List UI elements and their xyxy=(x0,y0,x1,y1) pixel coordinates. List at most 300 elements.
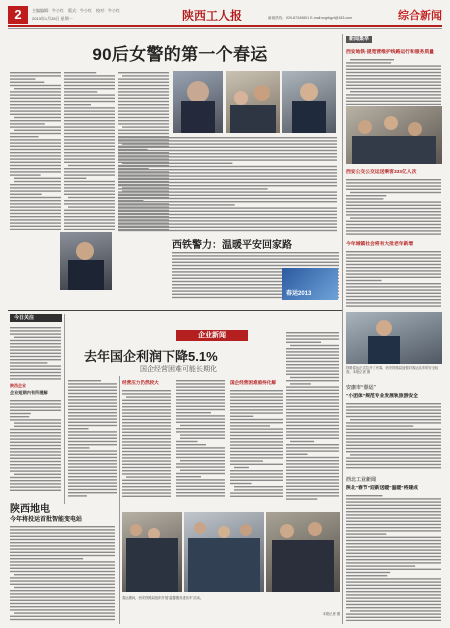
text-line xyxy=(118,227,337,228)
text-line xyxy=(230,403,283,404)
text-line xyxy=(346,224,441,225)
text-line xyxy=(180,460,225,461)
page-number: 2 xyxy=(8,6,28,24)
text-line xyxy=(346,302,441,303)
text-line xyxy=(122,460,171,461)
text-line xyxy=(10,340,61,341)
text-line xyxy=(68,390,117,391)
text-line xyxy=(68,489,117,490)
text-line xyxy=(118,153,337,154)
text-line xyxy=(230,435,283,436)
text-line xyxy=(118,230,337,231)
text-line xyxy=(346,214,441,215)
text-line xyxy=(68,482,117,483)
text-line xyxy=(286,479,339,480)
text-line xyxy=(122,409,171,410)
text-line xyxy=(230,390,283,391)
text-line xyxy=(64,149,115,150)
text-line xyxy=(176,444,206,445)
text-line xyxy=(176,422,225,423)
right-photo-caption: 铁路春运正式拉开了序幕，西安铁路局加强对客运站车的安全检查。本报记者 摄 xyxy=(346,366,439,375)
text-line xyxy=(10,187,61,188)
text-line xyxy=(346,559,441,560)
text-line xyxy=(118,91,169,92)
text-line xyxy=(10,483,61,484)
text-line xyxy=(64,219,115,220)
text-line xyxy=(346,613,441,614)
text-line xyxy=(346,451,441,452)
text-line xyxy=(122,489,171,490)
text-line xyxy=(10,464,61,465)
text-line xyxy=(286,431,339,432)
text-line xyxy=(230,448,283,449)
text-line xyxy=(286,422,339,423)
text-line xyxy=(64,187,115,188)
text-line xyxy=(64,139,115,140)
text-line xyxy=(118,110,169,111)
text-lines-mid xyxy=(118,135,338,233)
text-line xyxy=(286,358,339,359)
text-line xyxy=(64,117,115,118)
text-line xyxy=(346,441,441,442)
text-line xyxy=(64,91,97,92)
text-line xyxy=(118,169,337,170)
text-line xyxy=(346,514,441,515)
text-line xyxy=(176,473,225,474)
text-line xyxy=(10,416,29,417)
text-line xyxy=(64,88,115,89)
masthead: 陕西工人报 xyxy=(182,9,243,21)
text-line xyxy=(286,476,339,477)
text-line xyxy=(346,264,441,265)
text-line xyxy=(118,159,337,160)
text-line xyxy=(10,467,61,468)
text-line xyxy=(230,464,283,465)
text-line xyxy=(346,72,441,73)
text-line xyxy=(350,59,394,60)
text-line xyxy=(176,386,225,387)
text-line xyxy=(346,495,382,496)
text-line xyxy=(346,501,441,502)
text-line xyxy=(10,458,61,459)
text-line xyxy=(286,470,339,471)
text-line xyxy=(346,604,441,605)
text-line xyxy=(230,470,283,471)
text-line xyxy=(10,568,115,569)
text-line xyxy=(118,104,169,105)
text-line xyxy=(10,194,42,195)
text-line xyxy=(350,192,441,193)
text-line xyxy=(346,78,441,79)
text-line xyxy=(14,612,115,613)
text-line xyxy=(14,422,61,423)
text-line xyxy=(286,447,339,448)
text-line xyxy=(10,330,61,331)
text-line xyxy=(350,454,441,455)
text-line xyxy=(172,265,339,266)
text-line xyxy=(230,419,283,420)
text-line xyxy=(346,524,441,525)
text-line xyxy=(118,185,337,186)
lead-photo-1 xyxy=(173,71,223,133)
text-line xyxy=(10,571,115,572)
text-line xyxy=(230,428,283,429)
text-line xyxy=(68,444,117,445)
text-line xyxy=(10,333,61,334)
text-line xyxy=(176,463,225,464)
text-line xyxy=(346,406,441,407)
text-line xyxy=(346,575,387,576)
text-line xyxy=(180,425,225,426)
text-line xyxy=(286,473,339,474)
text-line xyxy=(10,346,61,347)
text-line xyxy=(10,174,41,175)
text-line xyxy=(10,564,115,565)
text-line xyxy=(10,365,61,366)
text-line xyxy=(122,441,171,442)
text-line xyxy=(64,200,115,201)
text-line xyxy=(68,479,117,480)
right-photo-2 xyxy=(346,312,442,364)
lead-photo-4 xyxy=(60,232,112,290)
text-line xyxy=(346,517,441,518)
left-text-2 xyxy=(10,398,62,493)
text-line xyxy=(14,178,61,179)
text-line xyxy=(68,425,117,426)
text-line xyxy=(346,588,441,589)
bottom-photo-3 xyxy=(266,512,340,592)
text-line xyxy=(122,492,171,493)
text-line xyxy=(230,406,283,407)
text-line xyxy=(350,91,441,92)
text-line xyxy=(346,97,441,98)
left-headline-big: 陕西地电 xyxy=(10,504,50,515)
text-line xyxy=(230,416,253,417)
text-line xyxy=(64,133,115,134)
text-line xyxy=(346,498,441,499)
text-line xyxy=(122,422,171,423)
text-line xyxy=(68,441,117,442)
text-line xyxy=(346,227,441,228)
text-line xyxy=(230,400,283,401)
text-line xyxy=(10,470,61,471)
text-line xyxy=(230,496,283,497)
text-line xyxy=(64,203,115,204)
text-line xyxy=(290,383,311,384)
text-line xyxy=(122,444,171,445)
text-line xyxy=(10,133,61,134)
right-head-5: “小团体”规范专业发展轨旅游安全 xyxy=(346,394,418,399)
text-line xyxy=(346,251,441,252)
text-line xyxy=(10,403,61,404)
text-line xyxy=(286,367,339,368)
text-line xyxy=(68,463,117,464)
text-line xyxy=(286,374,339,375)
text-line xyxy=(68,165,115,166)
lead-text-col-1 xyxy=(10,70,62,230)
lead-photo-2 xyxy=(226,71,280,133)
text-line xyxy=(176,393,225,394)
text-line xyxy=(286,364,339,365)
business-text-1 xyxy=(68,378,118,498)
chunyun-logo-photo xyxy=(282,268,338,300)
text-line xyxy=(10,91,61,92)
text-line xyxy=(10,606,115,607)
text-line xyxy=(10,619,115,620)
text-line xyxy=(64,142,115,143)
text-line xyxy=(126,476,171,477)
text-line xyxy=(122,75,169,76)
text-line xyxy=(350,217,441,218)
text-line xyxy=(10,552,115,553)
text-line xyxy=(10,561,115,562)
text-line xyxy=(286,393,339,394)
text-line xyxy=(346,530,441,531)
left-text-1 xyxy=(10,325,62,380)
text-line xyxy=(172,262,339,263)
text-line xyxy=(64,114,115,115)
bottom-photo-2 xyxy=(184,512,264,592)
text-line xyxy=(68,386,117,387)
text-line xyxy=(64,107,115,108)
text-line xyxy=(176,412,211,413)
text-line xyxy=(346,508,441,509)
text-line xyxy=(230,480,283,481)
left-text-3 xyxy=(10,524,116,622)
text-line xyxy=(14,88,61,89)
text-line xyxy=(10,413,31,414)
text-line xyxy=(64,158,115,159)
text-line xyxy=(118,175,337,176)
header-red-rule xyxy=(8,25,442,27)
text-line xyxy=(10,558,83,559)
text-line xyxy=(286,409,339,410)
business-banner: 企业新闻 xyxy=(176,330,248,341)
text-line xyxy=(118,114,169,115)
text-line xyxy=(10,146,61,147)
text-line xyxy=(234,467,249,468)
text-line xyxy=(176,409,225,410)
text-line xyxy=(230,441,283,442)
text-line xyxy=(64,123,115,124)
header-editor-line: 主编编辑：牛小红 版式：牛小红 校对：牛小红 xyxy=(32,8,120,13)
text-line xyxy=(230,412,283,413)
text-line xyxy=(68,466,117,467)
text-line xyxy=(346,578,441,579)
text-line xyxy=(346,257,441,258)
text-line xyxy=(64,130,115,131)
right-column-rule xyxy=(342,34,343,624)
text-line xyxy=(346,403,441,404)
text-line xyxy=(68,393,117,394)
text-line xyxy=(122,480,171,481)
text-line xyxy=(346,104,441,105)
text-line xyxy=(10,536,115,537)
text-line xyxy=(118,150,337,151)
text-line xyxy=(10,184,61,185)
text-line xyxy=(180,470,225,471)
text-line xyxy=(118,123,169,124)
text-line xyxy=(346,88,441,89)
text-line xyxy=(10,548,115,549)
bottom-photo-caption: 春运期间，西安铁路局组织开展“温馨服务进站车”活动。 xyxy=(122,596,204,600)
right-text-1 xyxy=(346,57,442,105)
text-line xyxy=(64,178,86,179)
text-line xyxy=(118,217,337,218)
text-line xyxy=(286,335,339,336)
text-line xyxy=(346,205,441,206)
right-text-5 xyxy=(346,401,442,469)
text-line xyxy=(10,590,115,591)
chunyun-logo-text: 春运2013 xyxy=(286,291,312,297)
text-line xyxy=(346,198,383,199)
text-line xyxy=(10,584,115,585)
text-line xyxy=(176,383,225,384)
text-line xyxy=(122,416,171,417)
text-line xyxy=(64,216,115,217)
text-line xyxy=(230,444,283,445)
text-line xyxy=(10,72,61,73)
text-line xyxy=(10,438,61,439)
text-line xyxy=(64,222,115,223)
text-line xyxy=(176,428,225,429)
right-head-6: 西北工业新闻 xyxy=(346,477,377,483)
text-line xyxy=(10,375,61,376)
text-line xyxy=(230,425,270,426)
header-contact: 新闻热线：029-87349801 E-mail:sxgrbgzl@163.com xyxy=(268,16,353,20)
text-line xyxy=(10,190,61,191)
text-line xyxy=(68,473,117,474)
text-line xyxy=(122,435,171,436)
text-line xyxy=(346,280,382,281)
text-line xyxy=(346,413,441,414)
text-line xyxy=(10,210,61,211)
text-line xyxy=(14,130,61,131)
text-line xyxy=(346,94,441,95)
text-line xyxy=(10,168,61,169)
text-line xyxy=(176,415,225,416)
text-line xyxy=(346,581,441,582)
text-line xyxy=(10,149,61,150)
text-line xyxy=(10,206,61,207)
text-line xyxy=(346,422,441,423)
text-line xyxy=(346,527,441,528)
text-line xyxy=(176,450,225,451)
text-line xyxy=(286,454,308,455)
text-line xyxy=(10,110,61,111)
text-line xyxy=(286,406,339,407)
text-line xyxy=(68,431,117,432)
text-line xyxy=(118,201,337,202)
text-line xyxy=(346,62,391,63)
text-line xyxy=(176,457,225,458)
business-text-5 xyxy=(286,330,340,500)
text-line xyxy=(118,188,268,189)
text-line xyxy=(346,467,441,468)
text-line xyxy=(346,221,441,222)
text-line xyxy=(286,380,339,381)
left-banner: 今日关注 xyxy=(10,314,62,322)
text-line xyxy=(64,126,115,127)
text-line xyxy=(176,390,225,391)
text-line xyxy=(346,208,441,209)
text-line xyxy=(68,383,117,384)
text-line xyxy=(10,442,61,443)
text-line xyxy=(10,596,115,597)
lead-subhead: 西铁警力：温暖平安回家路 xyxy=(172,240,292,251)
text-line xyxy=(346,432,441,433)
text-line xyxy=(10,490,61,491)
text-line xyxy=(286,434,339,435)
text-line xyxy=(346,537,441,538)
text-line xyxy=(10,454,61,455)
text-line xyxy=(176,454,225,455)
text-line xyxy=(346,299,441,300)
text-line xyxy=(10,216,61,217)
text-line xyxy=(286,438,339,439)
lead-headline: 90后女警的第一个春运 xyxy=(92,45,268,64)
text-line xyxy=(10,480,61,481)
text-line xyxy=(68,428,89,429)
text-line xyxy=(68,470,117,471)
text-line xyxy=(118,195,337,196)
text-line xyxy=(118,85,169,86)
text-line xyxy=(68,418,117,419)
text-line xyxy=(346,543,441,544)
text-line xyxy=(346,286,441,287)
text-line xyxy=(126,396,171,397)
text-line xyxy=(234,486,283,487)
text-line xyxy=(10,120,61,121)
text-line xyxy=(118,78,169,79)
text-line xyxy=(10,158,61,159)
text-line xyxy=(286,425,339,426)
text-line xyxy=(346,75,441,76)
text-line xyxy=(346,179,441,180)
text-line xyxy=(10,152,61,153)
text-line xyxy=(122,126,169,127)
text-line xyxy=(10,461,61,462)
text-line xyxy=(64,146,115,147)
text-line xyxy=(122,464,171,465)
text-line xyxy=(68,457,117,458)
text-line xyxy=(346,445,441,446)
text-line xyxy=(10,226,61,227)
text-line xyxy=(346,261,441,262)
text-line xyxy=(286,492,339,493)
text-line xyxy=(286,482,339,483)
text-line xyxy=(122,428,171,429)
text-line xyxy=(10,98,61,99)
text-line xyxy=(10,123,45,124)
text-line xyxy=(10,75,61,76)
text-line xyxy=(10,229,61,230)
text-line xyxy=(290,441,314,442)
text-line xyxy=(68,495,87,496)
text-line xyxy=(10,343,61,344)
text-line xyxy=(118,147,337,148)
text-line xyxy=(172,258,339,259)
text-line xyxy=(346,270,441,271)
text-line xyxy=(230,460,263,461)
text-line xyxy=(286,386,339,387)
text-line xyxy=(118,156,337,157)
text-line xyxy=(122,393,171,394)
text-line xyxy=(10,580,115,581)
text-line xyxy=(176,406,225,407)
text-line xyxy=(10,609,115,610)
right-head-2: 西安公交公交运送乘客333亿人次 xyxy=(346,170,417,175)
